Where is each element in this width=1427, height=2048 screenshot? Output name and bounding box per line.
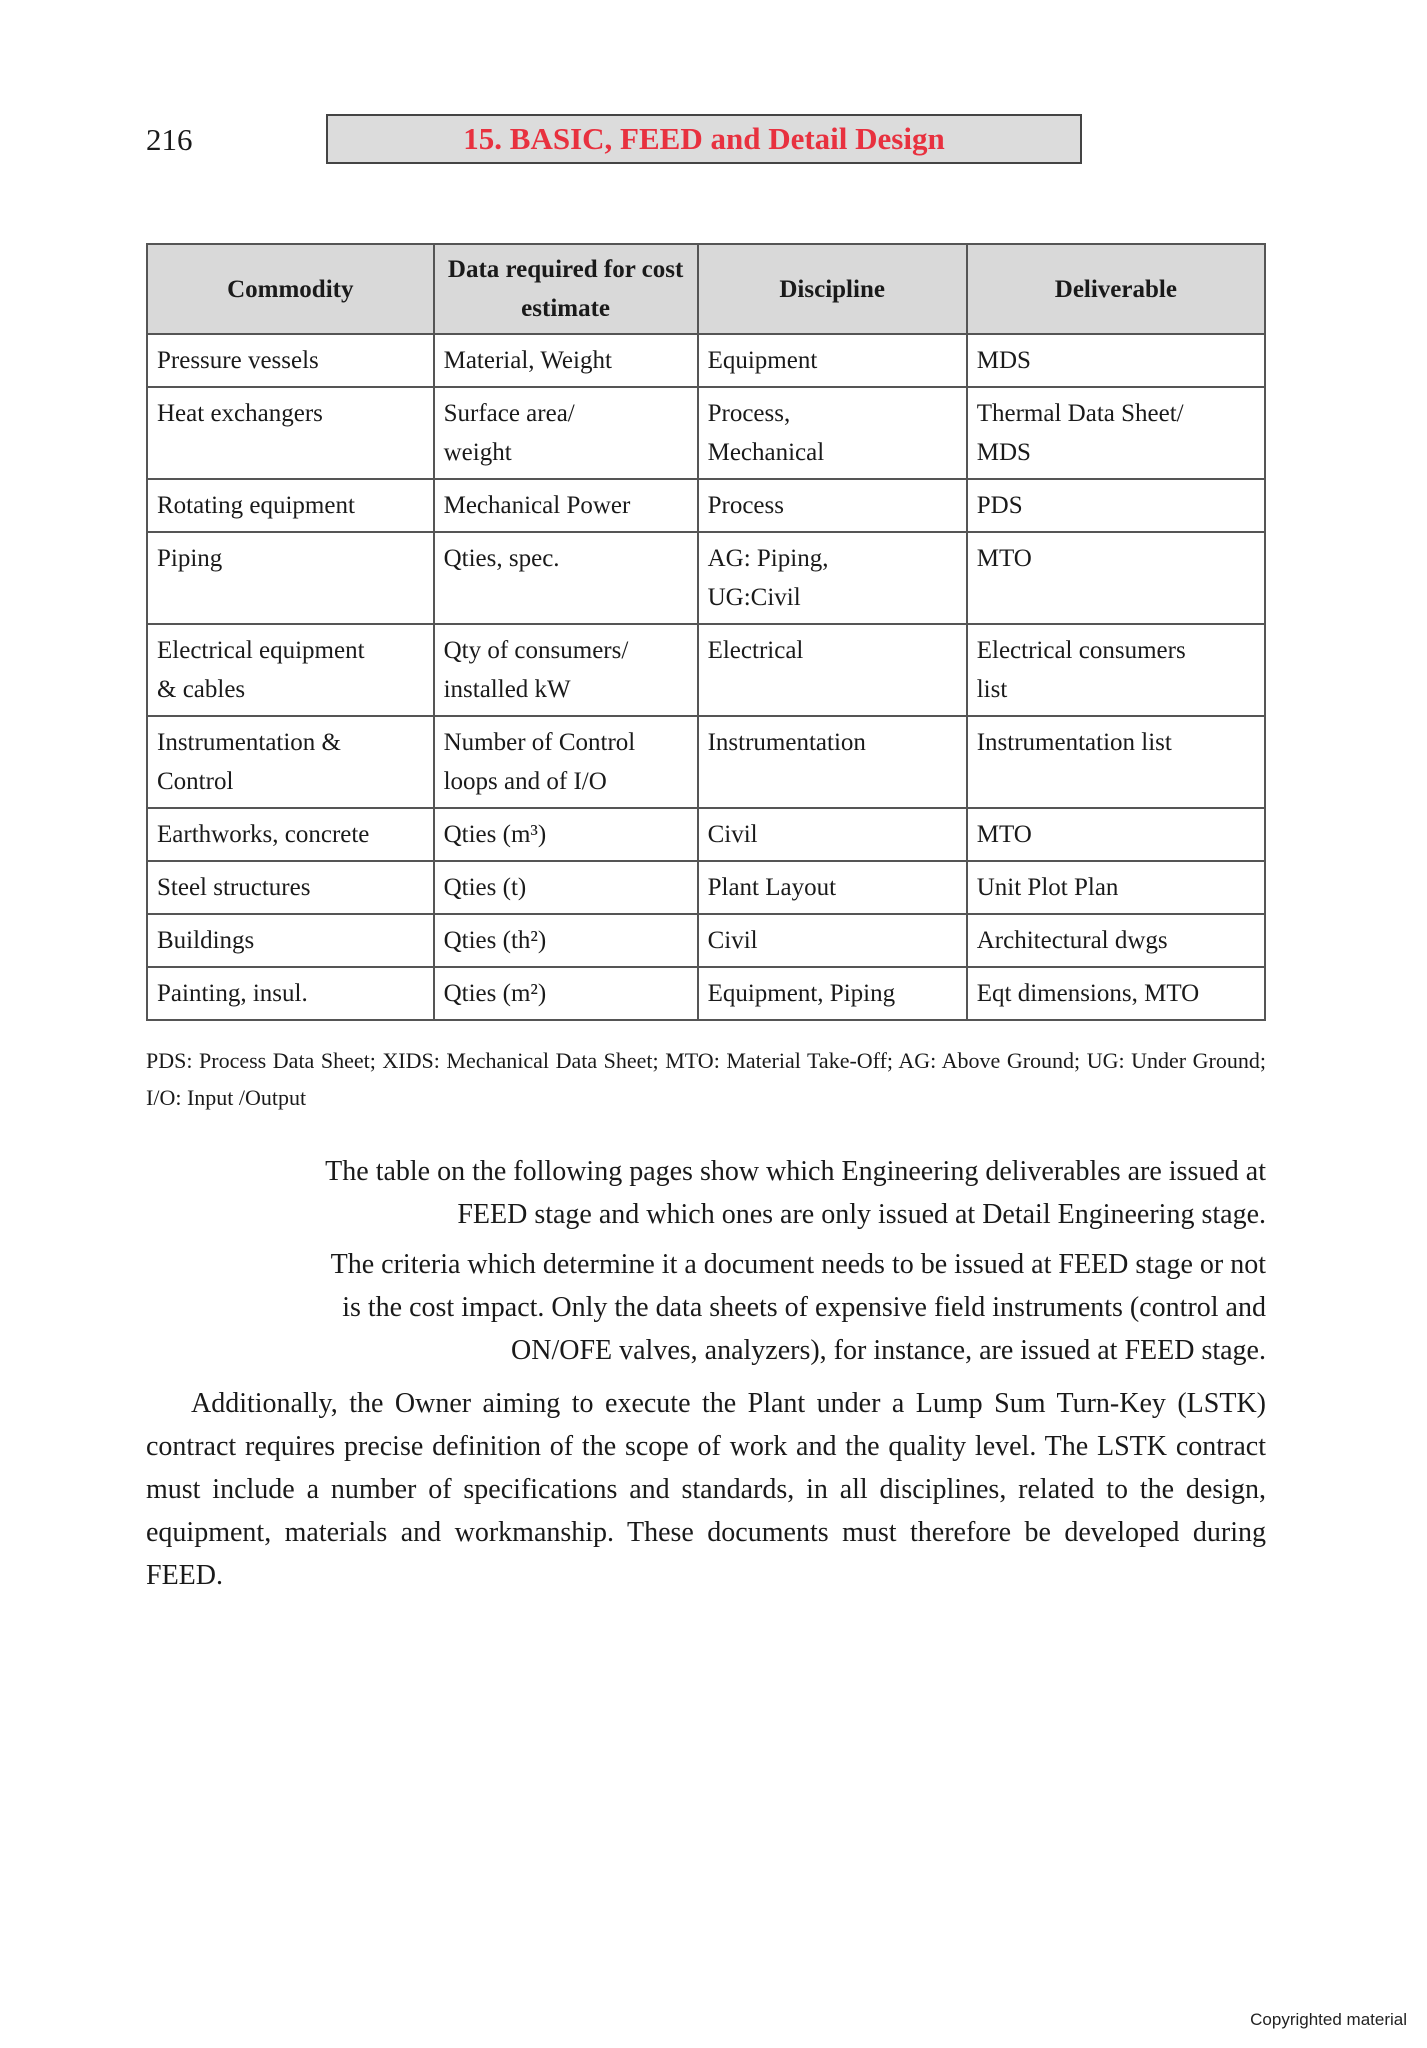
cell-deliverable: Unit Plot Plan — [967, 861, 1265, 914]
cell-deliverable: Instrumentation list — [967, 716, 1265, 808]
cell-commodity: Painting, insul. — [147, 967, 434, 1020]
cell-discipline: Equipment, Piping — [698, 967, 967, 1020]
paragraph-feed-deliverables: The table on the following pages show which Engineering deliverables are issued at FEED stage and which ones are only issued at Detail Engineering stage. — [325, 1156, 1266, 1230]
header-commodity: Commodity — [147, 244, 434, 334]
cell-discipline: AG: Piping, UG:Civil — [698, 532, 967, 624]
chapter-title: 15. BASIC, FEED and Detail Design — [326, 114, 1082, 164]
cell-data: Qties (t) — [434, 861, 698, 914]
cell-deliverable: PDS — [967, 479, 1265, 532]
cell-commodity: Earthworks, concrete — [147, 808, 434, 861]
cell-data: Number of Control loops and of I/O — [434, 716, 698, 808]
cell-data: Material, Weight — [434, 334, 698, 387]
cell-data: Qties, spec. — [434, 532, 698, 624]
cell-discipline: Process — [698, 479, 967, 532]
table-header-row — [147, 244, 1265, 334]
cell-discipline: Civil — [698, 914, 967, 967]
cell-commodity: Steel structures — [147, 861, 434, 914]
paragraph-cost-criteria: The criteria which determine it a document needs to be issued at FEED stage or not is the cost impact. Only the data sheets of expensive field instruments (control and ON/OFE valves, analyzers), for instance, are issued at FEED stage. — [330, 1249, 1266, 1366]
table-footnote: PDS: Process Data Sheet; XIDS: Mechanical Data Sheet; MTO: Material Take-Off; AG: Above Ground; UG: Under Ground; I/O: Input /Output — [146, 1048, 1266, 1110]
cell-commodity: Piping — [147, 532, 434, 624]
cell-commodity: Instrumentation & Control — [147, 716, 434, 808]
cell-commodity: Heat exchangers — [147, 387, 434, 479]
cost-estimate-table — [146, 243, 1266, 1021]
table-row — [147, 808, 1265, 861]
cell-discipline: Process, Mechanical — [698, 387, 967, 479]
cell-discipline: Plant Layout — [698, 861, 967, 914]
table-row — [147, 624, 1265, 716]
cell-data: Qties (m³) — [434, 808, 698, 861]
header-deliverable: Deliverable — [967, 244, 1265, 334]
cell-commodity: Pressure vessels — [147, 334, 434, 387]
table-row — [147, 387, 1265, 479]
cell-deliverable: Electrical consumers list — [967, 624, 1265, 716]
header-data-required: Data required for cost estimate — [434, 244, 698, 334]
table-row — [147, 914, 1265, 967]
cell-deliverable: MTO — [967, 808, 1265, 861]
cell-deliverable: MDS — [967, 334, 1265, 387]
cell-commodity: Buildings — [147, 914, 434, 967]
cell-discipline: Equipment — [698, 334, 967, 387]
cell-commodity: Electrical equipment & cables — [147, 624, 434, 716]
table-row — [147, 479, 1265, 532]
cell-data: Qties (m²) — [434, 967, 698, 1020]
table-row — [147, 967, 1265, 1020]
table-row — [147, 532, 1265, 624]
cell-discipline: Civil — [698, 808, 967, 861]
header-discipline: Discipline — [698, 244, 967, 334]
paragraph-lstk-contract: Additionally, the Owner aiming to execute the Plant under a Lump Sum Turn-Key (LSTK) contract requires precise definition of the scope of work and the quality level. The LSTK contract must include a number of specifications and standards, in all disciplines, related to the design, equipment, materials and workmanship. These documents must therefore be developed during FEED. — [146, 1388, 1266, 1591]
table-row — [147, 861, 1265, 914]
copyright-notice: Copyrighted material — [1250, 2010, 1407, 2029]
cell-deliverable: MTO — [967, 532, 1265, 624]
cell-commodity: Rotating equipment — [147, 479, 434, 532]
cell-discipline: Instrumentation — [698, 716, 967, 808]
cell-data: Qty of consumers/ installed kW — [434, 624, 698, 716]
cell-deliverable: Thermal Data Sheet/ MDS — [967, 387, 1265, 479]
table-row — [147, 334, 1265, 387]
cell-discipline: Electrical — [698, 624, 967, 716]
cell-deliverable: Architectural dwgs — [967, 914, 1265, 967]
page-number: 216 — [146, 122, 193, 157]
table-row — [147, 716, 1265, 808]
cell-data: Qties (th²) — [434, 914, 698, 967]
cell-data: Mechanical Power — [434, 479, 698, 532]
cell-data: Surface area/ weight — [434, 387, 698, 479]
cell-deliverable: Eqt dimensions, MTO — [967, 967, 1265, 1020]
